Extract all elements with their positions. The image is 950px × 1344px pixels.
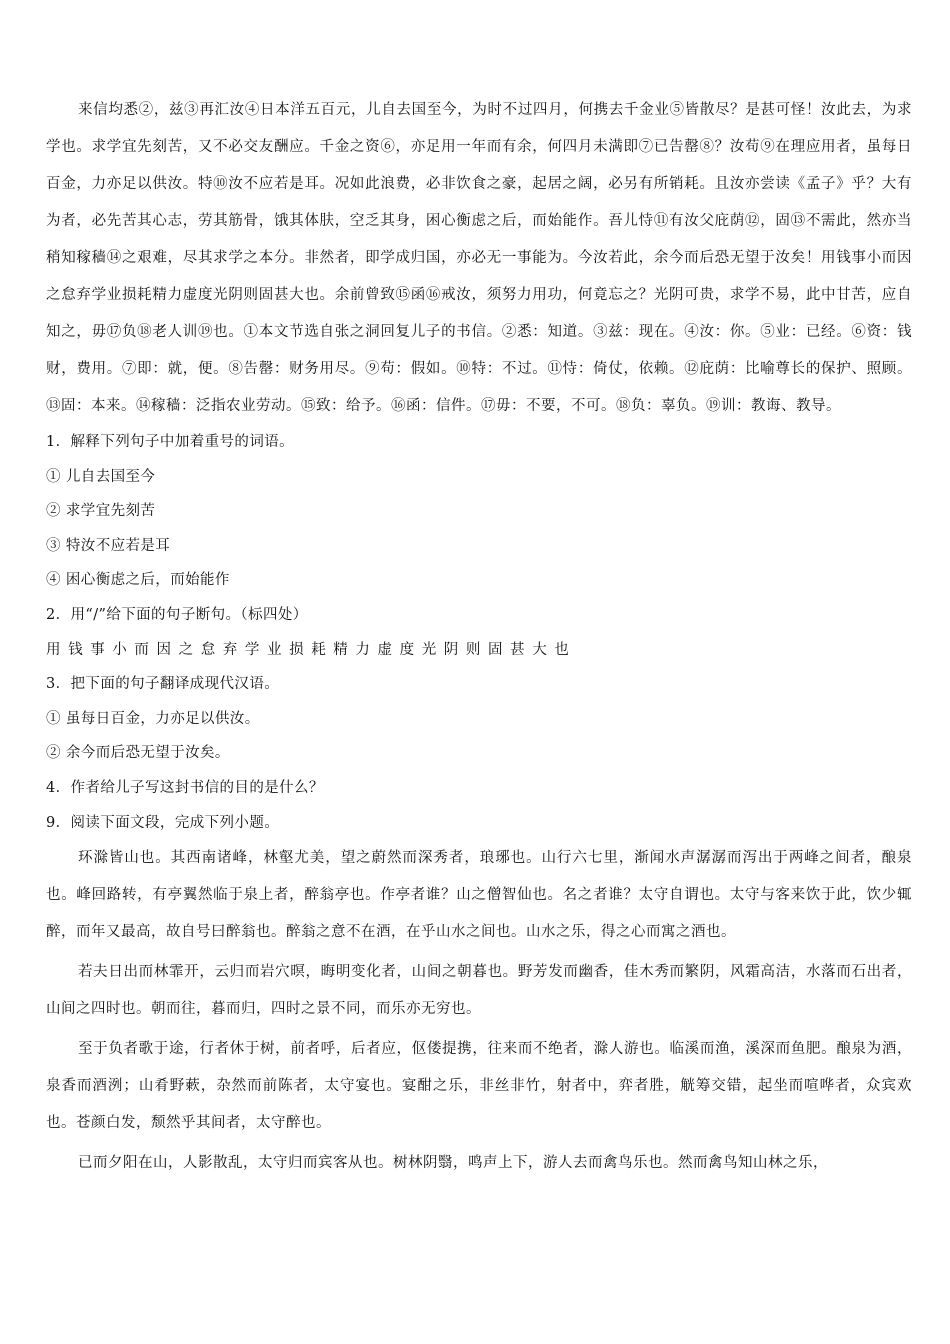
question-4: 4．作者给儿子写这封书信的目的是什么？ [46, 779, 324, 796]
question-9: 9．阅读下面文段，完成下列小题。 [46, 814, 280, 831]
passage-paragraph-1: 环滁皆山也。其西南诸峰，林壑尤美，望之蔚然而深秀者，琅琊也。山行六七里，渐闻水声潺潺而泻出于两峰之间者，酿泉也。峰回路转，有亭翼然临于泉上者，醉翁亭也。作亭者谁？山之僧智仙也。名之者谁？太守自谓也。太守与客来饮于此，饮少辄醉，而年又最高，故自号曰醉翁也。醉翁之意不在酒，在乎山水之间也。山水之乐，得之心而寓之酒也。 [46, 850, 912, 941]
passage-paragraph-4: 已而夕阳在山，人影散乱，太守归而宾客从也。树林阴翳，鸣声上下，游人去而禽鸟乐也。然而禽鸟知山林之乐， [78, 1155, 828, 1172]
question-1-item-3: ③ 特汝不应若是耳 [46, 537, 171, 554]
question-3: 3．把下面的句子翻译成现代汉语。 [46, 676, 280, 693]
letter-paragraph: 来信均悉②，兹③再汇汝④日本洋五百元，儿自去国至今，为时不过四月，何携去千金业⑤皆散尽？是甚可怪！汝此去，为求学也。求学宜先刻苦，又不必交友酬应。千金之资⑥，亦足用一年而有余，何四月未满即⑦已告罄⑧？汝苟⑨在理应用者，虽每日百金，力亦足以供汝。特⑩汝不应若是耳。况如此浪费，必非饮食之豪，起居之阔，必另有所销耗。且汝亦尝读《孟子》乎？大有为者，必先苦其心志，劳其筋骨，饿其体肤，空乏其身，困心衡虑之后，而始能作。吾儿恃⑪有汝父庇荫⑫，固⑬不需此，然亦当稍知稼穑⑭之艰难，尽其求学之本分。非然者，即学成归国，亦必无一事能为。今汝若此，余今而后恐无望于汝矣！用钱事小而因之怠弃学业损耗精力虚度光阴则固甚大也。余前曾致⑮函⑯戒汝，须努力用功，何竟忘之？光阴可贵，求学不易，此中甘苦，应自知之，毋⑰负⑱老人训⑲也。①本文节选自张之洞回复儿子的书信。②悉：知道。③兹：现在。④汝：你。⑤业：已经。⑥资：钱财，费用。⑦即：就，便。⑧告罄：财务用尽。⑨苟：假如。⑩特：不过。⑪恃：倚仗，依赖。⑫庇荫：比喻尊长的保护、照顾。⑬固：本来。⑭稼穑：泛指农业劳动。⑮致：给予。⑯函：信件。⑰毋：不要，不可。⑱负：辜负。⑲训：教诲、教导。 [46, 102, 912, 414]
question-3-item-2: ② 余今而后恐无望于汝矣。 [46, 745, 230, 762]
question-2-sentence: 用钱事小而因之怠弃学业损耗精力虚度光阴则固甚大也 [46, 641, 577, 658]
question-1-item-2: ② 求学宜先刻苦 [46, 503, 156, 520]
passage-paragraph-2: 若夫日出而林霏开，云归而岩穴暝，晦明变化者，山间之朝暮也。野芳发而幽香，佳木秀而繁阴，风霜高洁，水落而石出者，山间之四时也。朝而往，暮而归，四时之景不同，而乐亦无穷也。 [46, 964, 912, 1018]
question-1: 1．解释下列句子中加着重号的词语。 [46, 434, 295, 450]
question-1-item-1: ① 儿自去国至今 [46, 468, 156, 485]
question-3-item-1: ① 虽每日百金，力亦足以供汝。 [46, 710, 260, 727]
question-2: 2．用“/”给下面的句子断句。（标四处） [46, 606, 308, 623]
passage-paragraph-3: 至于负者歌于途，行者休于树，前者呼，后者应，伛偻提携，往来而不绝者，滁人游也。临溪而渔，溪深而鱼肥。酿泉为酒，泉香而酒洌；山肴野蔌，杂然而前陈者，太守宴也。宴酣之乐，非丝非竹，射者中，弈者胜，觥筹交错，起坐而喧哗者，众宾欢也。苍颜白发，颓然乎其间者，太守醉也。 [46, 1041, 912, 1132]
document-page [46, 92, 912, 1182]
question-1-item-4: ④ 困心衡虑之后，而始能作 [46, 572, 230, 589]
